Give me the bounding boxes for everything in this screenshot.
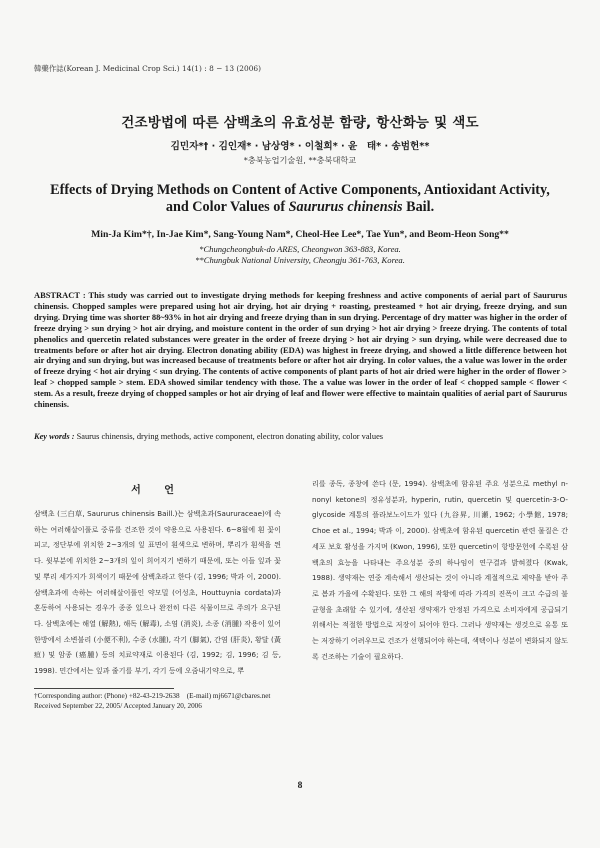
english-title-species: Saururus chinensis	[288, 199, 403, 215]
left-column-text	[34, 506, 281, 679]
korean-title: 건조방법에 따른 삼백초의 유효성분 함량, 항산화능 및 색도	[121, 115, 479, 131]
keywords-label: Key words :	[34, 432, 75, 441]
english-title	[30, 182, 570, 216]
english-affiliation-2: **Chungbuk National University, Cheongju 361-763, Korea.	[195, 254, 405, 265]
english-affiliations	[0, 244, 600, 265]
english-title-line2-suffix: Bail.	[402, 199, 435, 215]
journal-header: 韓藥作誌(Korean J. Medicinal Crop Sci.) 14(1) : 8 − 13 (2006)	[34, 64, 261, 73]
abstract: ABSTRACT : This study was carried out to investigate drying methods for keeping freshness and active components of aerial part of Saururus chinensis. Chopped samples were prepared using hot air drying, hot air drying + roasting, presteamed + hot air drying, freeze drying, and sun drying. Drying time was shorter 88~93% in hot air drying and freeze drying than in sun drying. Percentage of dry matter was higher in the order of freeze drying > sun drying > hot air drying, and moisture content in the order of sun drying > hot air drying > freeze drying. The contents of total phenolics and quercetin related substances were greater in the order of freeze drying > hot air drying > sun drying, while were decreased due to treatments before or after hot air drying. Electron donating ability (EDA) was highest in freeze drying, and showed a little difference between hot air drying and sun drying, but was increased because of treatments before or after hot air drying. In color values, the a value was lower in the order of freeze drying < hot air drying < sun drying. The contents of active components of plant parts of hot air dried were higher in the order of flower > leaf > chopped sample > stem. EDA showed similar tendency with those. The a value was lower in the order of leaf < chopped sample < flower < stem. As a result, freeze drying of chopped samples or hot air drying of leaf and flower were effective to maintain qualities of aerial part of Saururus chinensis.	[34, 290, 567, 410]
left-column-paragraph: 삼백초 (三白草, Saururus chinensis Baill.)는 삼백초과(Saururaceae)에 속하는 여러해살이풀로 중류를 건조한 것이 약용으로 사용된다. 6~8월에 흰 꽃이 피고, 정단부에 위치한 2~3개의 잎 표면이 흰색으로 변하며, 뿌리가 흰색을 띈다. 윗부분에 위치한 2~3개의 잎이 희어지기 변하기 때문에, 또는 이들 잎과 꽃 및 뿌리 세가지가 희색이기 때문에 삼백초라고 한다 (김, 1996; 박과 이, 2000). 삼백초과에 속하는 여러해살이풀인 약모밀 (어성초, Houttuynia cordata)과 혼동하여 사용되는 경우가 종종 있으나 완전히 다른 식물이므로 주의가 요구된다. 삼백초에는 해열 (解熱), 해독 (解毒), 소염 (消炎), 소종 (消腫) 작용이 있어 한방에서 소변불리 (小便不利), 수종 (水腫), 각기 (脚氣), 간염 (肝炎), 황달 (黃疸) 및 암종 (癌腫) 등의 치료약재로 이용된다 (김, 1992; 김, 1996; 김 등, 1998). 민간에서는 잎과 줄기를 부기, 각기 등에 오줌내기약으로, 뿌	[34, 509, 281, 676]
english-title-line2-prefix: and Color Values of	[165, 199, 289, 215]
footnote-divider	[34, 688, 174, 689]
footnote	[34, 691, 334, 711]
english-title-line1: Effects of Drying Methods on Content of Active Components, Antioxidant Activity,	[50, 182, 550, 198]
page-number: 8	[297, 781, 303, 791]
section-heading-introduction: 서 언	[131, 485, 184, 496]
received-accepted-dates: Received September 22, 2005/ Accepted January 20, 2006	[34, 702, 202, 710]
english-authors: Min-Ja Kim*†, In-Jae Kim*, Sang-Young Nam*, Cheol-Hee Lee*, Tae Yun*, and Beom-Heon Song**	[91, 229, 509, 240]
korean-affiliation: *충북농업기술원, **충북대학교	[243, 155, 357, 165]
english-affiliation-1: *Chungcheongbuk-do ARES, Cheongwon 363-883, Korea.	[199, 244, 401, 254]
corresponding-author: †Corresponding author: (Phone) +82-43-219-2638 (E-mail) mj6671@cbares.net	[34, 692, 271, 700]
right-column-paragraph: 리를 종독, 종창에 쓴다 (문, 1994). 삼백초에 함유된 주요 성분으로 methyl n-nonyl ketone의 정유성분과, hyperin, rutin, quercetin 및 quercetin-3-O-glycoside 계통의 플라보노이드가 있다 (九谷昇, 川瀬, 1962; 小學館, 1978; Choe et al., 1994; 박과 이, 2000). 삼백초에 함유된 quercetin 관련 물질은 간세포 보호 활성을 가지며 (Kwon, 1996), 또한 quercetin이 항방문헌에 수록된 삼백초의 효능을 나타내는 주요성분 중의 하나임이 연구결과 밝혀졌다 (Kwak, 1988). 생약재는 연중 계속해서 생산되는 것이 아니라 계절적으로 제약을 받아 주로 봄과 가을에 수확된다. 또한 그 해의 작황에 따라 가격의 진폭이 크고 수급의 불균형을 초래할 수 있기에, 생산된 생약재가 안정된 가격으로 소비자에게 공급되기 위해서는 적절한 방법으로 저장이 되어야 한다. 그러나 생약재는 생것으로 유통 또는 저장하기 어려우므로 건조가 선행되어야 하는데, 색택이나 성분이 변화되지 않도록 건조하는 기술이 필요하다.	[312, 479, 568, 661]
keywords	[34, 432, 567, 441]
keywords-text: Saurus chinensis, drying methods, active component, electron donating ability, color values	[74, 432, 384, 441]
korean-authors: 김민자*† · 김인재* · 남상영* · 이철희* · 윤 태* · 송범헌**	[170, 141, 430, 152]
right-column-text	[312, 476, 568, 664]
